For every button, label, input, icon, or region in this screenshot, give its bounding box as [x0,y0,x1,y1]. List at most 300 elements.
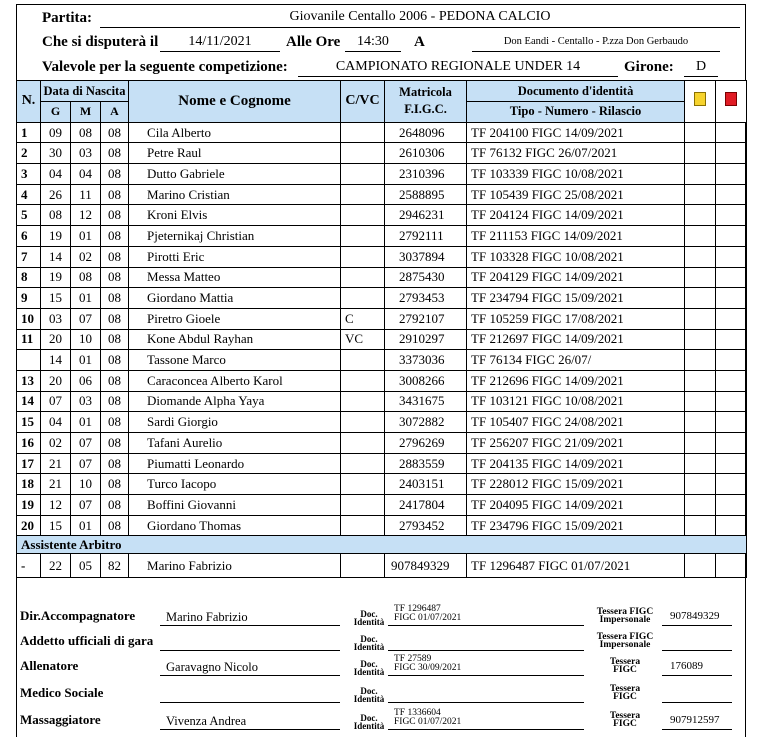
player-cvc [341,184,385,205]
birth-month: 02 [71,246,101,267]
player-row [17,122,747,143]
player-row [17,453,747,474]
player-yellow-card [685,515,716,536]
staff-doc-2: FIGC 01/07/2021 [394,613,462,623]
birth-day: 20 [41,329,71,350]
birth-year: 08 [101,205,129,226]
player-red-card [716,164,747,185]
tessera-label-2: FIGC [613,692,637,702]
player-name: Turco Iacopo [129,474,341,495]
partita-label: Partita: [42,10,92,26]
doc-label-2: Identità [353,617,385,627]
birth-month: 07 [71,495,101,516]
player-red-card [716,122,747,143]
birth-day: 02 [41,433,71,454]
col-nascita: Data di Nascita [41,81,129,102]
assistente-g: 22 [41,554,71,578]
player-row [17,308,747,329]
assistente-m: 05 [71,554,101,578]
birth-year: 08 [101,412,129,433]
player-matricola: 2588895 [385,184,467,205]
staff-role: Dir.Accompagnatore [20,608,136,623]
assistente-matricola: 907849329 [385,554,467,578]
staff-name: Vivenza Andrea [166,714,247,728]
birth-year: 08 [101,184,129,205]
tessera-label-2: Impersonale [599,615,651,625]
player-name: Sardi Giorgio [129,412,341,433]
player-yellow-card [685,267,716,288]
birth-day: 14 [41,246,71,267]
birth-year: 08 [101,370,129,391]
ore-label: Alle Ore [286,34,341,50]
player-number: 8 [17,267,41,288]
staff-doc-line [388,702,584,703]
birth-month: 07 [71,453,101,474]
staff-name: Garavagno Nicolo [166,660,258,674]
player-document: TF 103328 FIGC 10/08/2021 [467,246,685,267]
player-number: 19 [17,495,41,516]
tessera-label-2: FIGC [613,719,637,729]
staff-doc-1: TF 1296487 [394,604,441,614]
competizione-value: CAMPIONATO REGIONALE UNDER 14 [335,59,581,74]
player-cvc [341,370,385,391]
staff-doc-line [388,729,584,730]
assistente-n: - [17,554,41,578]
staff-doc-line [388,650,584,651]
birth-month: 01 [71,515,101,536]
player-cvc [341,205,385,226]
birth-month: 03 [71,391,101,412]
player-yellow-card [685,433,716,454]
player-yellow-card [685,184,716,205]
player-cvc [341,226,385,247]
col-a: A [101,102,129,123]
doc-label-1: Doc. [360,634,378,644]
player-document: TF 234794 FIGC 15/09/2021 [467,288,685,309]
birth-day: 21 [41,453,71,474]
player-document: TF 204095 FIGC 14/09/2021 [467,495,685,516]
player-document: TF 103339 FIGC 10/08/2021 [467,164,685,185]
staff-doc-line [388,675,584,676]
player-matricola: 2910297 [385,329,467,350]
doc-label-2: Identità [353,667,385,677]
player-number: 20 [17,515,41,536]
player-matricola: 2792111 [385,226,467,247]
player-yellow-card [685,453,716,474]
venue-underline [472,51,720,52]
staff-doc-line [388,625,584,626]
birth-day: 21 [41,474,71,495]
birth-day: 07 [41,391,71,412]
player-document: TF 105407 FIGC 24/08/2021 [467,412,685,433]
player-number: 15 [17,412,41,433]
player-cvc [341,267,385,288]
player-matricola: 2648096 [385,122,467,143]
a-label: A [414,34,425,50]
birth-month: 07 [71,433,101,454]
birth-day: 14 [41,350,71,371]
col-m: M [71,102,101,123]
player-matricola: 3037894 [385,246,467,267]
birth-month: 10 [71,329,101,350]
player-matricola: 2310396 [385,164,467,185]
player-number: 16 [17,433,41,454]
player-number: 14 [17,391,41,412]
player-cvc [341,412,385,433]
assistente-yellow [685,554,716,578]
player-name: Piumatti Leonardo [129,453,341,474]
player-red-card [716,474,747,495]
player-yellow-card [685,143,716,164]
player-document: TF 212696 FIGC 14/09/2021 [467,370,685,391]
staff-name-line [160,675,340,676]
birth-year: 08 [101,226,129,247]
player-matricola: 2610306 [385,143,467,164]
player-row [17,495,747,516]
player-number: 18 [17,474,41,495]
birth-month: 12 [71,205,101,226]
player-matricola: 2796269 [385,433,467,454]
birth-year: 08 [101,246,129,267]
doc-label-1: Doc. [360,659,378,669]
player-name: Messa Matteo [129,267,341,288]
player-cvc [341,495,385,516]
staff-name: Marino Fabrizio [166,610,248,624]
player-row [17,226,747,247]
player-matricola: 2403151 [385,474,467,495]
assistente-doc: TF 1296487 FIGC 01/07/2021 [467,554,685,578]
match-date: 14/11/2021 [188,34,252,49]
girone-label: Girone: [624,59,674,75]
player-row [17,329,747,350]
date-underline [160,51,280,52]
players-table [16,80,747,578]
player-red-card [716,246,747,267]
birth-month: 06 [71,370,101,391]
girone-value: D [695,59,707,74]
player-matricola: 2417804 [385,495,467,516]
player-cvc [341,453,385,474]
player-red-card [716,184,747,205]
player-matricola: 2946231 [385,205,467,226]
player-row [17,391,747,412]
player-cvc: C [341,308,385,329]
staff-tessera: 176089 [670,660,703,672]
player-row [17,184,747,205]
player-matricola: 2883559 [385,453,467,474]
player-cvc [341,288,385,309]
tessera-label-2: FIGC [613,665,637,675]
player-yellow-card [685,122,716,143]
player-document: TF 234796 FIGC 15/09/2021 [467,515,685,536]
player-name: Giordano Thomas [129,515,341,536]
player-row [17,288,747,309]
birth-month: 07 [71,308,101,329]
birth-year: 08 [101,515,129,536]
player-red-card [716,226,747,247]
tessera-label-1: Tessera FIGC [596,632,654,642]
player-red-card [716,453,747,474]
match-time: 14:30 [357,34,389,49]
birth-day: 12 [41,495,71,516]
player-number: 13 [17,370,41,391]
staff-name-line [160,650,340,651]
player-number: 6 [17,226,41,247]
player-document: TF 105439 FIGC 25/08/2021 [467,184,685,205]
player-red-card [716,350,747,371]
player-cvc [341,350,385,371]
player-cvc [341,391,385,412]
player-number: 11 [17,329,41,350]
player-yellow-card [685,288,716,309]
birth-year: 08 [101,122,129,143]
player-matricola: 2792107 [385,308,467,329]
player-yellow-card [685,246,716,267]
staff-tessera: 907912597 [670,714,720,726]
birth-year: 08 [101,288,129,309]
player-document: TF 204135 FIGC 14/09/2021 [467,453,685,474]
doc-label-1: Doc. [360,686,378,696]
col-cvc: C/VC [341,81,385,123]
player-document: TF 204100 FIGC 14/09/2021 [467,122,685,143]
player-row [17,246,747,267]
player-name: Boffini Giovanni [129,495,341,516]
player-row [17,412,747,433]
birth-day: 04 [41,412,71,433]
player-red-card [716,412,747,433]
player-number: 17 [17,453,41,474]
player-cvc [341,122,385,143]
player-matricola: 3431675 [385,391,467,412]
player-number: 2 [17,143,41,164]
player-number: 9 [17,288,41,309]
tessera-label-1: Tessera FIGC [596,607,654,617]
player-red-card [716,495,747,516]
player-yellow-card [685,205,716,226]
staff-role: Medico Sociale [20,685,104,700]
col-n: N. [17,81,41,123]
birth-month: 01 [71,350,101,371]
birth-year: 08 [101,474,129,495]
player-name: Tafani Aurelio [129,433,341,454]
competizione-label: Valevole per la seguente competizione: [42,59,288,75]
player-document: TF 211153 FIGC 14/09/2021 [467,226,685,247]
birth-month: 10 [71,474,101,495]
player-yellow-card [685,164,716,185]
birth-day: 30 [41,143,71,164]
birth-day: 15 [41,288,71,309]
player-name: Pjeternikaj Christian [129,226,341,247]
player-cvc [341,164,385,185]
girone-underline [684,76,718,77]
yellow-card-icon [694,92,706,106]
birth-day: 19 [41,267,71,288]
birth-year: 08 [101,329,129,350]
birth-year: 08 [101,308,129,329]
player-red-card [716,433,747,454]
player-document: TF 256207 FIGC 21/09/2021 [467,433,685,454]
player-red-card [716,267,747,288]
player-row [17,350,747,371]
birth-year: 08 [101,350,129,371]
doc-label-1: Doc. [360,713,378,723]
staff-name-line [160,729,340,730]
player-cvc: VC [341,329,385,350]
staff-tessera-line [662,650,732,651]
staff-tessera-line [662,702,732,703]
player-yellow-card [685,495,716,516]
col-documento: Documento d'identità [467,81,685,102]
player-matricola: 2793452 [385,515,467,536]
player-matricola: 2793453 [385,288,467,309]
player-row [17,205,747,226]
player-yellow-card [685,391,716,412]
staff-tessera-line [662,675,732,676]
players-body [17,122,747,536]
tessera-label-1: Tessera [609,684,641,694]
player-red-card [716,370,747,391]
doc-label-2: Identità [353,721,385,731]
player-matricola: 3008266 [385,370,467,391]
player-yellow-card [685,226,716,247]
player-cvc [341,433,385,454]
player-yellow-card [685,474,716,495]
player-row [17,515,747,536]
assistente-name: Marino Fabrizio [129,554,341,578]
staff-name-line [160,625,340,626]
player-number [17,350,41,371]
player-document: TF 204124 FIGC 14/09/2021 [467,205,685,226]
player-yellow-card [685,329,716,350]
player-cvc [341,246,385,267]
staff-doc-2: FIGC 01/07/2021 [394,717,462,727]
player-yellow-card [685,350,716,371]
birth-day: 15 [41,515,71,536]
player-name: Tassone Marco [129,350,341,371]
player-name: Marino Cristian [129,184,341,205]
player-document: TF 105259 FIGC 17/08/2021 [467,308,685,329]
player-number: 7 [17,246,41,267]
birth-month: 01 [71,412,101,433]
player-cvc [341,143,385,164]
player-red-card [716,288,747,309]
birth-month: 04 [71,164,101,185]
red-card-icon [725,92,737,106]
birth-day: 03 [41,308,71,329]
player-matricola: 3072882 [385,412,467,433]
birth-month: 01 [71,226,101,247]
player-row [17,370,747,391]
player-name: Dutto Gabriele [129,164,341,185]
player-number: 4 [17,184,41,205]
disputera-label: Che si disputerà il [42,34,159,50]
player-number: 1 [17,122,41,143]
player-cvc [341,515,385,536]
player-row [17,474,747,495]
player-document: TF 76134 FIGC 26/07/ [467,350,685,371]
staff-tessera-line [662,625,732,626]
player-number: 5 [17,205,41,226]
player-red-card [716,308,747,329]
player-number: 10 [17,308,41,329]
player-red-card [716,329,747,350]
birth-year: 08 [101,495,129,516]
player-row [17,143,747,164]
birth-year: 08 [101,453,129,474]
assistente-a: 82 [101,554,129,578]
player-name: Giordano Mattia [129,288,341,309]
birth-day: 26 [41,184,71,205]
assistente-heading: Assistente Arbitro [17,536,747,554]
col-matricola: Matricola F.I.G.C. [385,81,467,123]
birth-year: 08 [101,433,129,454]
player-document: TF 204129 FIGC 14/09/2021 [467,267,685,288]
staff-doc-2: FIGC 30/09/2021 [394,663,462,673]
assistente-red [716,554,747,578]
player-red-card [716,391,747,412]
doc-label-1: Doc. [360,609,378,619]
birth-month: 11 [71,184,101,205]
col-documento-sub: Tipo - Numero - Rilascio [467,102,685,123]
player-red-card [716,143,747,164]
staff-role: Massaggiatore [20,712,101,727]
player-row [17,433,747,454]
staff-tessera: 907849329 [670,610,720,622]
player-document: TF 103121 FIGC 10/08/2021 [467,391,685,412]
player-name: Piretro Gioele [129,308,341,329]
player-matricola: 3373036 [385,350,467,371]
player-red-card [716,515,747,536]
player-yellow-card [685,308,716,329]
staff-doc-1: TF 1336604 [394,708,441,718]
player-document: TF 76132 FIGC 26/07/2021 [467,143,685,164]
col-yellow-card [685,81,716,123]
player-yellow-card [685,412,716,433]
player-row [17,267,747,288]
player-red-card [716,205,747,226]
birth-month: 01 [71,288,101,309]
player-document: TF 228012 FIGC 15/09/2021 [467,474,685,495]
player-yellow-card [685,370,716,391]
player-row [17,164,747,185]
staff-role: Addetto ufficiali di gara [20,633,154,648]
birth-month: 08 [71,122,101,143]
col-red-card [716,81,747,123]
player-name: Pirotti Eric [129,246,341,267]
birth-day: 20 [41,370,71,391]
birth-month: 03 [71,143,101,164]
player-cvc [341,474,385,495]
birth-year: 08 [101,267,129,288]
staff-tessera-line [662,729,732,730]
birth-month: 08 [71,267,101,288]
birth-day: 04 [41,164,71,185]
player-document: TF 212697 FIGC 14/09/2021 [467,329,685,350]
doc-label-2: Identità [353,694,385,704]
birth-year: 08 [101,143,129,164]
birth-day: 09 [41,122,71,143]
player-number: 3 [17,164,41,185]
tessera-label-1: Tessera [609,711,641,721]
competizione-underline [298,76,618,77]
birth-day: 19 [41,226,71,247]
staff-role: Allenatore [20,658,79,673]
staff-section [16,600,746,737]
birth-year: 08 [101,391,129,412]
tessera-label-1: Tessera [609,657,641,667]
player-name: Cila Alberto [129,122,341,143]
player-matricola: 2875430 [385,267,467,288]
